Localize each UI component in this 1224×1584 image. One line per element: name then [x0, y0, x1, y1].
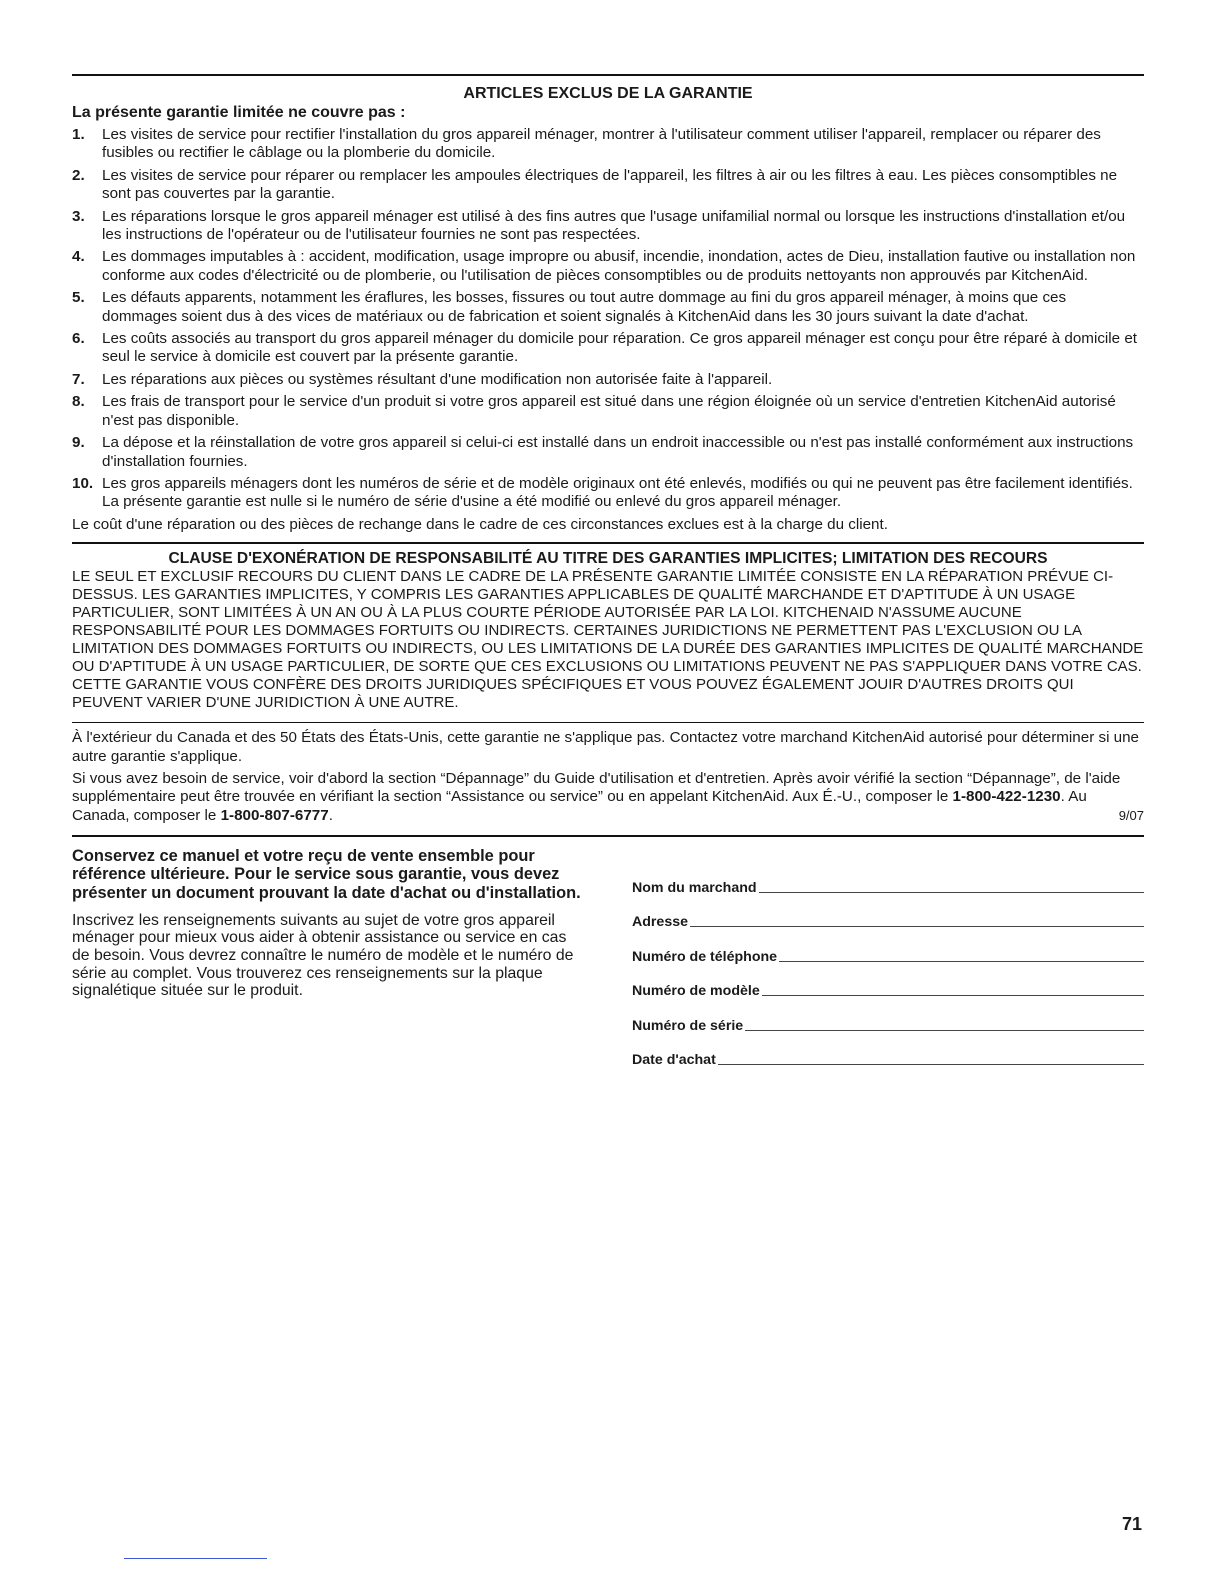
field-label: Date d'achat — [632, 1052, 716, 1069]
list-item — [72, 208, 1144, 245]
list-item — [72, 330, 1144, 367]
field-line — [745, 1030, 1144, 1031]
item-number: 7. — [72, 370, 85, 388]
record-section — [72, 847, 1144, 1068]
address-field[interactable] — [632, 896, 1144, 931]
keep-instructions — [72, 847, 584, 1068]
field-line — [690, 926, 1144, 927]
service-text-end: . — [328, 806, 333, 824]
list-item — [72, 248, 1144, 285]
model-number-field[interactable] — [632, 965, 1144, 1000]
field-label: Numéro de téléphone — [632, 948, 778, 965]
item-number: 3. — [72, 207, 85, 225]
field-line — [759, 892, 1144, 893]
list-item — [72, 371, 1144, 389]
list-item — [72, 126, 1144, 163]
item-number: 6. — [72, 330, 85, 348]
page-number: 71 — [1121, 1514, 1142, 1534]
outside-paragraph: À l'extérieur du Canada et des 50 États des États-Unis, cette garantie ne s'applique pas. Contactez votre marchand KitchenAid autorisé pour déterminer si une autre garantie s'applique. — [72, 729, 1139, 765]
item-text: Les réparations aux pièces ou systèmes résultant d'une modification non autorisée faite à l'appareil. — [102, 370, 773, 388]
service-text-mid: . Au Canada, composer le — [72, 788, 1087, 824]
keep-manual-note: Conservez ce manuel et votre reçu de vente ensemble pour référence ultérieure. Pour le service sous garantie, vous devez présenter un document prouvant la date d'achat ou d'installation. — [72, 847, 581, 902]
purchase-date-field[interactable] — [632, 1034, 1144, 1069]
exclusions-footer: Le coût d'une réparation ou des pièces de rechange dans le cadre de ces circonstances exclues est à la charge du client. — [72, 515, 888, 533]
field-line — [718, 1064, 1144, 1065]
item-text: Les dommages imputables à : accident, modification, usage impropre ou abusif, incendie, inondation, actes de Dieu, installation fautive ou installation non conforme aux codes d'électricité ou de plomberie, ou l'utilisation de pièces consomptibles ou de produits nettoyants non approuvés par KitchenAid. — [102, 248, 1136, 284]
service-paragraph — [72, 770, 1144, 825]
warranty-page — [72, 74, 1144, 1068]
field-line — [779, 961, 1144, 962]
item-text: Les réparations lorsque le gros appareil ménager est utilisé à des fins autres que l'usage unifamilial normal ou lorsque les instructions d'installation et/ou les instructions de l'opérateur ou de l'utilisateur fournies ne sont pas respectées. — [102, 207, 1126, 244]
item-number: 1. — [72, 126, 85, 143]
field-line — [762, 995, 1144, 996]
scan-artifact-line — [124, 1558, 267, 1559]
item-number: 10. — [72, 474, 94, 492]
clause-rule — [72, 542, 1144, 544]
item-text: Les visites de service pour rectifier l'installation du gros appareil ménager, montrer à l'utilisateur comment utiliser l'appareil, remplacer ou réparer des fusibles ou rectifier le câblage ou la plomberie du domicile. — [102, 126, 1101, 162]
item-text: Les frais de transport pour le service d'un produit si votre gros appareil est situé dans une région éloignée où un service d'entretien KitchenAid autorisé n'est pas disponible. — [102, 393, 1116, 429]
bottom-rule — [72, 835, 1144, 837]
service-text-start: Si vous avez besoin de service, voir d'abord la section “Dépannage” du Guide d'utilisation et d'entretien. Après avoir vérifié la section “Dépannage”, de l'aide supplémentaire peut être trouvée en vérifiant la section “Assistance ou service” ou en appelant KitchenAid. Aux É.-U., composer le — [72, 769, 1121, 806]
list-item — [72, 289, 1144, 326]
item-number: 2. — [72, 166, 85, 184]
item-number: 8. — [72, 393, 85, 411]
serial-number-field[interactable] — [632, 999, 1144, 1034]
list-item — [72, 167, 1144, 204]
field-label: Adresse — [632, 914, 688, 931]
list-item — [72, 393, 1144, 430]
item-text: Les gros appareils ménagers dont les numéros de série et de modèle originaux ont été enlevés, modifiés ou qui ne peuvent pas être facilement identifiés. La présente garantie est nulle si le numéro de série d'usine a été modifié ou enlevé du gros appareil ménager. — [102, 474, 1133, 511]
dealer-name-field[interactable] — [632, 861, 1144, 896]
list-item — [72, 475, 1144, 512]
top-rule — [72, 74, 1144, 76]
phone-us: 1-800-422-1230 — [952, 788, 1061, 806]
field-label: Nom du marchand — [632, 879, 757, 896]
outside-rule — [72, 722, 1144, 723]
date-code: 9/07 — [1118, 807, 1144, 823]
phone-field[interactable] — [632, 930, 1144, 965]
field-label: Numéro de modèle — [632, 983, 760, 1000]
item-text: Les défauts apparents, notamment les éraflures, les bosses, fissures ou tout autre dommage au fini du gros appareil ménager, à moins que ces dommages soient dus à des vices de matériaux ou de fabrication et soient signalés à KitchenAid dans les 30 jours suivant la date d'achat. — [102, 289, 1067, 325]
clause-text: LE SEUL ET EXCLUSIF RECOURS DU CLIENT DANS LE CADRE DE LA PRÉSENTE GARANTIE LIMITÉE CONSISTE EN LA RÉPARATION PRÉVUE CI-DESSUS. LES GARANTIES IMPLICITES, Y COMPRIS LES GARANTIES APPLICABLES DE QUALITÉ MARCHANDE ET D'APTITUDE À UN USAGE PARTICULIER, SONT LIMITÉES À UN AN OU À LA PLUS COURTE PÉRIODE AUTORISÉE PAR LA LOI. KITCHENAID N'ASSUME AUCUNE RESPONSABILITÉ POUR LES DOMMAGES FORTUITS OU INDIRECTS. CERTAINES JURIDICTIONS NE PERMETTENT PAS L'EXCLUSION OU LA LIMITATION DES DOMMAGES FORTUITS OU INDIRECTS, OU LES LIMITATIONS DE LA DURÉE DES GARANTIES IMPLICITES DE QUALITÉ MARCHANDE OU D'APTITUDE À UN USAGE PARTICULIER, DE SORTE QUE CES EXCLUSIONS OU LIMITATIONS PEUVENT NE PAS S'APPLIQUER DANS VOTRE CAS. CETTE GARANTIE VOUS CONFÈRE DES DROITS JURIDIQUES SPÉCIFIQUES ET VOUS POUVEZ ÉGALEMENT JOUIR D'AUTRES DROITS QUI PEUVENT VARIER D'UNE JURIDICTION À UNE AUTRE. — [72, 568, 1144, 712]
item-text: Les coûts associés au transport du gros appareil ménager du domicile pour réparation. Ce gros appareil ménager est conçu pour être réparé à domicile et seul le service à domicile est couvert par la présente garantie. — [102, 330, 1138, 366]
field-label: Numéro de série — [632, 1017, 744, 1034]
phone-canada: 1-800-807-6777 — [220, 806, 329, 824]
item-text: Les visites de service pour réparer ou remplacer les ampoules électriques de l'appareil, les filtres à air ou les filtres à eau. Les pièces consomptibles ne sont pas couvertes par la garantie. — [102, 166, 1118, 203]
clause-title: CLAUSE D'EXONÉRATION DE RESPONSABILITÉ AU TITRE DES GARANTIES IMPLICITES; LIMITATION DES RECOURS — [168, 550, 1048, 568]
item-number: 5. — [72, 289, 85, 307]
item-text: La dépose et la réinstallation de votre gros appareil si celui-ci est installé dans un endroit inaccessible ou n'est pas installé conformément aux instructions d'installation fournies. — [102, 434, 1134, 470]
item-number: 9. — [72, 434, 85, 452]
exclusions-intro: La présente garantie limitée ne couvre pas : — [72, 104, 406, 121]
exclusions-title: ARTICLES EXCLUS DE LA GARANTIE — [463, 85, 753, 102]
record-info-note: Inscrivez les renseignements suivants au sujet de votre gros appareil ménager pour mieux vous aider à obtenir assistance ou service en cas de besoin. Vous devrez connaître le numéro de modèle et le numéro de série au complet. Vous trouverez ces renseignements sur la plaque signalétique située sur le produit. — [72, 911, 574, 1000]
exclusions-list — [72, 126, 1144, 512]
purchase-record-form — [632, 847, 1144, 1068]
list-item — [72, 434, 1144, 471]
item-number: 4. — [72, 248, 85, 266]
